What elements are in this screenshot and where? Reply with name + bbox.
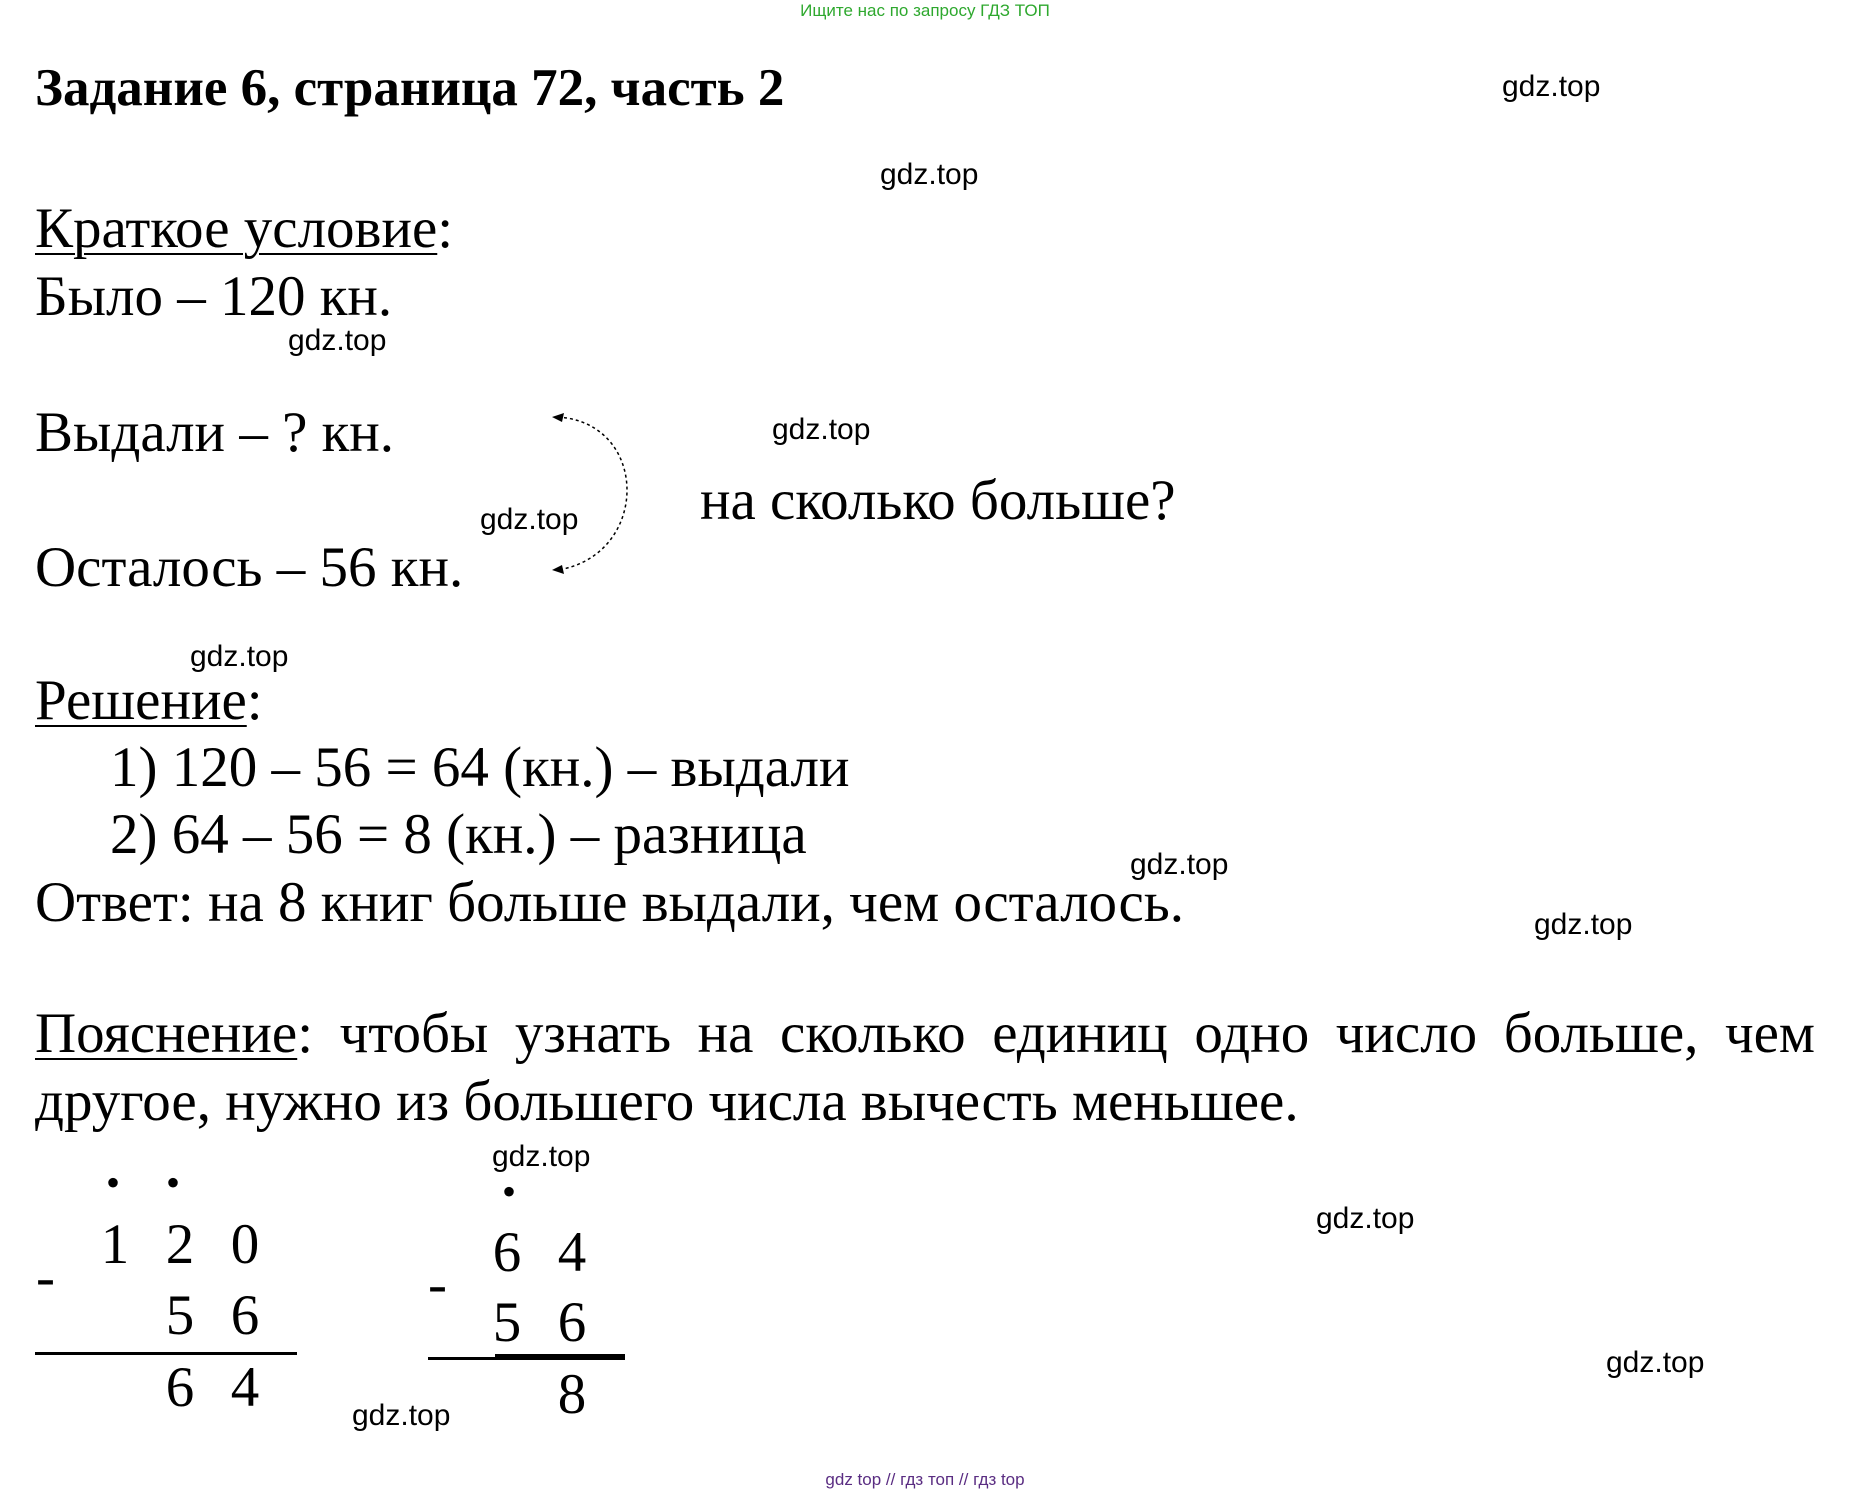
- calc2-top-digit: 4: [557, 1221, 587, 1284]
- condition-was: Было – 120 кн.: [35, 265, 393, 328]
- calc2-top-digit: 6: [492, 1221, 522, 1284]
- calc1-top-digit: 1: [100, 1213, 130, 1276]
- explanation-paragraph: [35, 1000, 1815, 1136]
- watermark: gdz.top: [1316, 1202, 1415, 1235]
- watermark: gdz.top: [352, 1399, 451, 1432]
- calc2-bottom-digit: 6: [557, 1291, 587, 1354]
- calc2-result-line-bold: [495, 1354, 625, 1360]
- solution-colon: :: [246, 669, 263, 732]
- calc1-bottom-digit: 5: [165, 1284, 195, 1347]
- watermark: gdz.top: [880, 158, 979, 191]
- carry-dot: •: [106, 1160, 121, 1205]
- watermark: gdz.top: [492, 1140, 591, 1173]
- calc2-minus-sign: -: [428, 1253, 447, 1316]
- calc1-result-digit: 6: [165, 1356, 195, 1419]
- condition-question: на сколько больше?: [700, 469, 1176, 532]
- short-condition-heading-text: Краткое условие: [35, 197, 438, 260]
- condition-given: Выдали – ? кн.: [35, 401, 395, 464]
- calc1-top-digit: 2: [165, 1213, 195, 1276]
- calc2-result-digit: 8: [557, 1363, 587, 1426]
- watermark: gdz.top: [1130, 848, 1229, 881]
- carry-dot: •: [502, 1169, 517, 1214]
- solution-heading-text: Решение: [35, 669, 247, 732]
- solution-heading: [35, 668, 263, 733]
- watermark: gdz.top: [288, 324, 387, 357]
- watermark: gdz.top: [190, 640, 289, 673]
- condition-left: Осталось – 56 кн.: [35, 536, 464, 599]
- page-title: Задание 6, страница 72, часть 2: [35, 59, 785, 117]
- solution-step-1: 1) 120 – 56 = 64 (кн.) – выдали: [110, 736, 850, 799]
- footer-watermark: gdz top // гдз топ // гдз top: [825, 1470, 1025, 1489]
- watermark: gdz.top: [1606, 1346, 1705, 1379]
- calc1-top-digit: 0: [230, 1213, 260, 1276]
- explanation-heading: Пояснение: [35, 1002, 298, 1065]
- carry-dot: •: [166, 1160, 181, 1205]
- watermark: gdz.top: [1502, 70, 1601, 103]
- search-banner: Ищите нас по запросу ГДЗ ТОП: [800, 1, 1050, 20]
- watermark: gdz.top: [1534, 908, 1633, 941]
- short-condition-colon: :: [437, 197, 454, 260]
- short-condition-heading: [35, 196, 453, 261]
- calc1-result-digit: 4: [230, 1356, 260, 1419]
- explanation-text: : чтобы узнать на сколько единиц одно число больше, чем другое, нужно из большего числа вычесть меньшее.: [35, 1002, 1815, 1133]
- comparison-arrow: [540, 405, 650, 585]
- watermark: gdz.top: [772, 413, 871, 446]
- watermark: gdz.top: [480, 503, 579, 536]
- calc1-minus-sign: -: [36, 1246, 55, 1309]
- solution-step-2: 2) 64 – 56 = 8 (кн.) – разница: [110, 803, 807, 866]
- calc1-bottom-digit: 6: [230, 1284, 260, 1347]
- answer-line: Ответ: на 8 книг больше выдали, чем осталось.: [35, 871, 1184, 934]
- calc2-bottom-digit: 5: [492, 1291, 522, 1354]
